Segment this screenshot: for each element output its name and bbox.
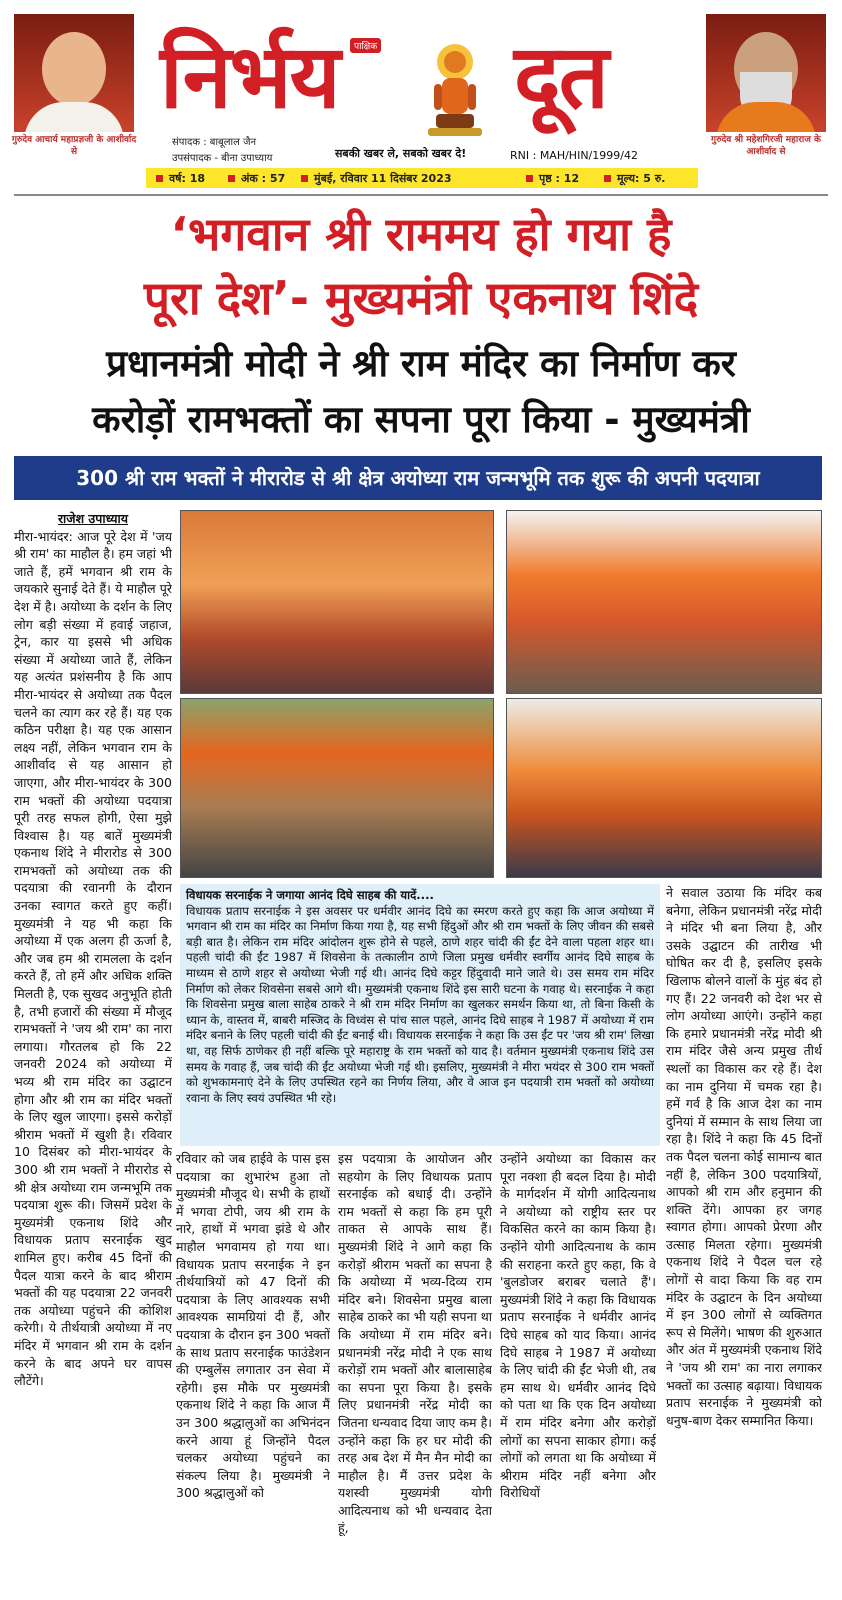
box-title: विधायक सरनाईक ने जगाया आनंद दिघे साहब की यादें....	[186, 888, 434, 902]
issue-info-bar	[146, 168, 698, 188]
logo-word-right: दूत	[514, 25, 607, 128]
subheadline-line-2: करोड़ों रामभक्तों का सपना पूरा किया - मुख्यमंत्री	[92, 398, 750, 441]
pages-label: पृष्ठ : 12	[539, 172, 580, 185]
subheadline-line-1: प्रधानमंत्री मोदी ने श्री राम मंदिर का निर्माण कर	[106, 342, 736, 385]
logo-word-left: निर्भय	[160, 25, 339, 128]
hanuman-emblem-icon	[420, 40, 490, 140]
sidebar-box	[180, 884, 660, 1146]
byline: राजेश उपाध्याय	[57, 511, 129, 526]
left-portrait-photo	[14, 14, 134, 132]
headline-line-2: पूरा देश’- मुख्यमंत्री एकनाथ शिंदे	[143, 271, 699, 325]
box-text: विधायक प्रताप सरनाईक ने इस अवसर पर धर्मवीर आनंद दिघे का स्मरण करते हुए कहा कि आज अयोध्या में भगवान श्री राम का मंदिर का निर्माण किया गया है, यह सभी हिंदुओं और श्री राम भक्तों के लिए जीवन की सबसे बड़ी बात है। लेकिन राम मंदिर आंदोलन शुरू होने से पहले, ठाणे शहर चांदी की ईंट देने वाला पहला शहर था। पहली चांदी की ईंट 1987 में शिवसेना के तत्कालीन ठाणे जिला प्रमुख धर्मवीर स्वर्गीय आनंद दिघे साहब के माध्यम से ठाणे शहर से अयोध्या भेजी गई थी। आनंद दिघे कट्टर हिंदुवादी माने जाते थे। उस समय राम मंदिर निर्माण को लेकर शिवसेना सबसे आगे थी। मुख्यमंत्री एकनाथ शिंदे इस सारी घटना के गवाह थे। सरनाईक ने कहा कि शिवसेना प्रमुख बाला साहेब ठाकरे ने श्री राम मंदिर निर्माण का खुलकर समर्थन किया था, तो बिना किसी के ध्यान के, वास्तव में, बाबरी मस्जिद के विध्वंस से पांच साल पहले, आनंद दिघे साहब ने 1987 में अयोध्या में राम मंदिर बनाने के लिए पहली चांदी की ईंट बनाई थी। विधायक सरनाईक ने कहा कि उस ईंट पर 'जय श्री राम' लिखा था, वह सिर्फ ठाणेकर ही नहीं बल्कि पूरे महाराष्ट्र के राम भक्तों को याद है। वर्तमान मुख्यमंत्री एकनाथ शिंदे उस समय के गवाह हैं, जब चांदी की ईंट अयोध्या भेजी गई थी। इसलिए, मुख्यमंत्री ने मीरा भयंदर से 300 राम भक्तों को शुभकामनाएं देने के लिए उपस्थित रहने का निर्णय लिया, और वे आज इन पदयात्री राम भक्तों को अयोध्या रवाना के लिए स्वयं उपस्थित भी रहे।	[186, 903, 654, 1105]
right-portrait-photo	[706, 14, 826, 132]
masthead-divider	[14, 194, 828, 196]
periodical-badge: पाक्षिक	[350, 38, 381, 53]
photo-stage-gathering	[180, 510, 494, 694]
date-label: मुंबई, रविवार 11 दिसंबर 2023	[314, 172, 452, 185]
article-column-2: रविवार को जब हाईवे के पास इस पदयात्रा का शुभारंभ हुआ तो मुख्यमंत्री मौजूद थे। सभी के हाथों में भगवा टोपी, जय श्री राम के नारे, हाथों में भगवा झंडे थे और माहौल भगवामय हो गया था। विधायक प्रताप सरनाईक ने इन तीर्थयात्रियों को 47 दिनों की पदयात्रा के लिए आवश्यक सभी आवश्यक सामग्रियां दी हैं, और पदयात्रा के दौरान इन 300 भक्तों के साथ प्रताप सरनाईक फाउंडेशन की एम्बुलेंस लगातार उन सेवा में रहेगी। इस मौके पर मुख्यमंत्री एकनाथ शिंदे ने कहा कि आज मैं उन 300 श्रद्धालुओं का अभिनंदन करने आया हूं जिन्होंने पैदल चलकर अयोध्या पहुंचने का संकल्प लिया है। मुख्यमंत्री ने 300 श्रद्धालुओं को	[176, 1151, 330, 1501]
sub-editor-name: उपसंपादक - बीना उपाध्याय	[172, 153, 273, 164]
photo-stage-group	[506, 698, 822, 878]
editor-name: संपादक : बाबूलाल जैन	[172, 137, 257, 148]
right-blessing-caption: गुरुदेव श्री महेशगिरजी महाराज के आशीर्वाद से	[711, 135, 821, 157]
tagline: सबकी खबर ले, सबको खबर दे!	[335, 147, 467, 160]
issue-label: अंक : 57	[241, 172, 286, 185]
article-column-4: उन्होंने अयोध्या का विकास कर पूरा नक्शा ही बदल दिया है। मोदी के मार्गदर्शन में योगी आदित्यनाथ ने अयोध्या को राष्ट्रीय स्तर पर विकसित करने का काम किया है। उन्होंने योगी आदित्यनाथ के काम की सराहना करते हुए कहा, कि वे 'बुलडोजर बराबर चलाते हैं'। मुख्यमंत्री शिंदे ने कहा कि विधायक प्रताप सरनाईक ने धर्मवीर आनंद दिघे साहब को याद किया। आनंद दिघे साहब ने 1987 में अयोध्या के लिए चांदी की ईंट भेजी थी, तब हम साथ थे। धर्मवीर आनंद दिघे को पता था कि एक दिन अयोध्या में राम मंदिर बनेगा और करोड़ों लोगों का सपना साकार होगा। कई लोगों को लगता था कि अयोध्या में श्रीराम मंदिर नहीं बनेगा और विरोधियों	[500, 1151, 656, 1501]
price-label: मूल्य: 5 रु.	[617, 172, 666, 185]
headline-band: 300 श्री राम भक्तों ने मीरारोड से श्री क्षेत्र अयोध्या राम जन्मभूमि तक शुरू की अपनी पदयात्रा	[14, 456, 822, 500]
headline-line-1: ‘भगवान श्री राममय हो गया है	[170, 207, 672, 261]
column-1-text: मीरा-भायंदर: आज पूरे देश में 'जय श्री राम' का माहौल है। हम जहां भी जाते हैं, हमें भगवान श्री राम के जयकारे सुनाई देते हैं। ये माहौल पूरे देश में है। अयोध्या के दर्शन के लिए लोग बड़ी संख्या में हवाई जहाज, ट्रेन, कार या इससे भी अधिक संख्या में अयोध्या जाते हैं, लेकिन यह अत्यंत प्रशंसनीय है कि आप मीरा-भायंदर से अयोध्या तक पैदल चलने का त्याग कर रहे हैं। यह एक कठिन परीक्षा है। यह एक आसान लक्ष्य नहीं, लेकिन भगवान राम के आशीर्वाद से यह आसान हो जाएगा, और मीरा-भायंदर के 300 राम भक्तों की अयोध्या पदयात्रा पूरी तरह सफल होगी, ऐसा मुझे विश्वास है। यह बातें मुख्यमंत्री एकनाथ शिंदे ने मीरारोड से 300 रामभक्तों को अयोध्या तक की पदयात्रा की रवानगी के दौरान उनका स्वागत करते हुए कहीं। मुख्यमंत्री ने यह भी कहा कि अयोध्या में एक अलग ही ऊर्जा है, और जब हम श्री रामलला के दर्शन करते हैं, तो हमें और अधिक शक्ति मिलती है, एक सुखद अनुभूति होती है, तभी हजारों की संख्या में मौजूद रामभक्तों ने 'जय श्री राम' का नारा लगाया। गौरतलब हो कि 22 जनवरी 2024 को अयोध्या में भव्य श्री राम मंदिर का उद्घाटन होगा और श्री राम का मंदिर भक्तों के लिए खुल जाएगा। इससे करोड़ों श्रीराम भक्तों में खुशी है। रविवार 10 दिसंबर को मीरा-भायंदर के 300 श्री राम भक्तों ने मीरारोड से श्री क्षेत्र अयोध्या राम जन्मभूमि तक पदयात्रा शुरू की। जिसमें प्रदेश के मुख्यमंत्री एकनाथ शिंदे और विधायक प्रताप सरनाईक खुद शामिल हुए। करीब 45 दिनों की पैदल यात्रा करने के बाद श्रीराम भक्तों की यह पदयात्रा 22 जनवरी तक अयोध्या पहुंचने की कोशिश करेगी। ये तीर्थयात्री अयोध्या में नए मंदिर में भगवान श्री राम के दर्शन करने के बाद अपने घर वापस लौटेंगे।	[14, 528, 172, 1389]
article-column-5: ने सवाल उठाया कि मंदिर कब बनेगा, लेकिन प्रधानमंत्री नरेंद्र मोदी ने मंदिर भी बना लिया है, और उसके उद्घाटन की तारीख भी घोषित कर दी है, इसलिए इसके खिलाफ बोलने वालों के मुंह बंद हो गए हैं। 22 जनवरी को देश भर से लोग अयोध्या आएंगे। उन्होंने कहा कि हमारे प्रधानमंत्री नरेंद्र मोदी श्री राम मंदिर जैसे अन्य प्रमुख तीर्थ स्थलों का विकास कर रहे हैं। देश का नाम दुनिया में चमक रहा है। हमें गर्व है कि आज देश का नाम दुनियां में सम्मान के साथ लिया जा रहा है। शिंदे ने कहा कि 45 दिनों तक पैदल चलना कोई सामान्य बात नहीं है, लेकिन 300 पदयात्रियों, आपको श्री राम और हनुमान की शक्ति देंगे। आपका हर जगह स्वागत होगा। आपको प्रेरणा और उत्साह मिलता रहेगा। मुख्यमंत्री एकनाथ शिंदे ने पैदल चल रहे लोगों से वादा किया कि वह राम मंदिर के उद्घाटन के दिन अयोध्या में इन 300 लोगों से व्यक्तिगत रूप से मिलेंगे। भाषण की शुरुआत और अंत में मुख्यमंत्री एकनाथ शिंदे ने 'जय श्री राम' का नारा लगाकर भक्तों का उत्साह बढ़ाया। विधायक प्रताप सरनाईक ने मुख्यमंत्री को धनुष-बाण देकर सम्मानित किया।	[666, 885, 822, 1428]
article-column-3: इस पदयात्रा के आयोजन और सहयोग के लिए विधायक प्रताप सरनाईक को बधाई दी। उन्होंने राम भक्तों से कहा कि हम पूरी ताकत से आपके साथ हैं। मुख्यमंत्री शिंदे ने आगे कहा कि करोड़ों श्रीराम भक्तों का सपना है कि अयोध्या में भव्य-दिव्य राम मंदिर बने। शिवसेना प्रमुख बाला साहेब ठाकरे का भी यही सपना था कि अयोध्या में राम मंदिर बने। प्रधानमंत्री नरेंद्र मोदी ने एक साथ करोड़ों राम भक्तों और बालासाहेब का सपना पूरा किया है। इसके लिए प्रधानमंत्री नरेंद्र मोदी का जितना धन्यवाद दिया जाए कम है। उन्होंने कहा कि हर घर मोदी की तरह अब देश में मैन मैन मोदी का माहौल है। मैं उत्तर प्रदेश के यशस्वी मुख्यमंत्री योगी आदित्यनाथ को भी धन्यवाद देता हूं,	[338, 1151, 492, 1536]
article-column-1	[14, 510, 172, 1590]
photo-crowd-street	[180, 698, 494, 878]
rni-number: RNI : MAH/HIN/1999/42	[510, 149, 638, 162]
left-blessing-caption: गुरुदेव आचार्य महाप्रज्ञजी के आशीर्वाद से	[11, 135, 137, 157]
year-label: वर्ष: 18	[169, 172, 206, 185]
photo-rally-flags	[506, 510, 822, 694]
